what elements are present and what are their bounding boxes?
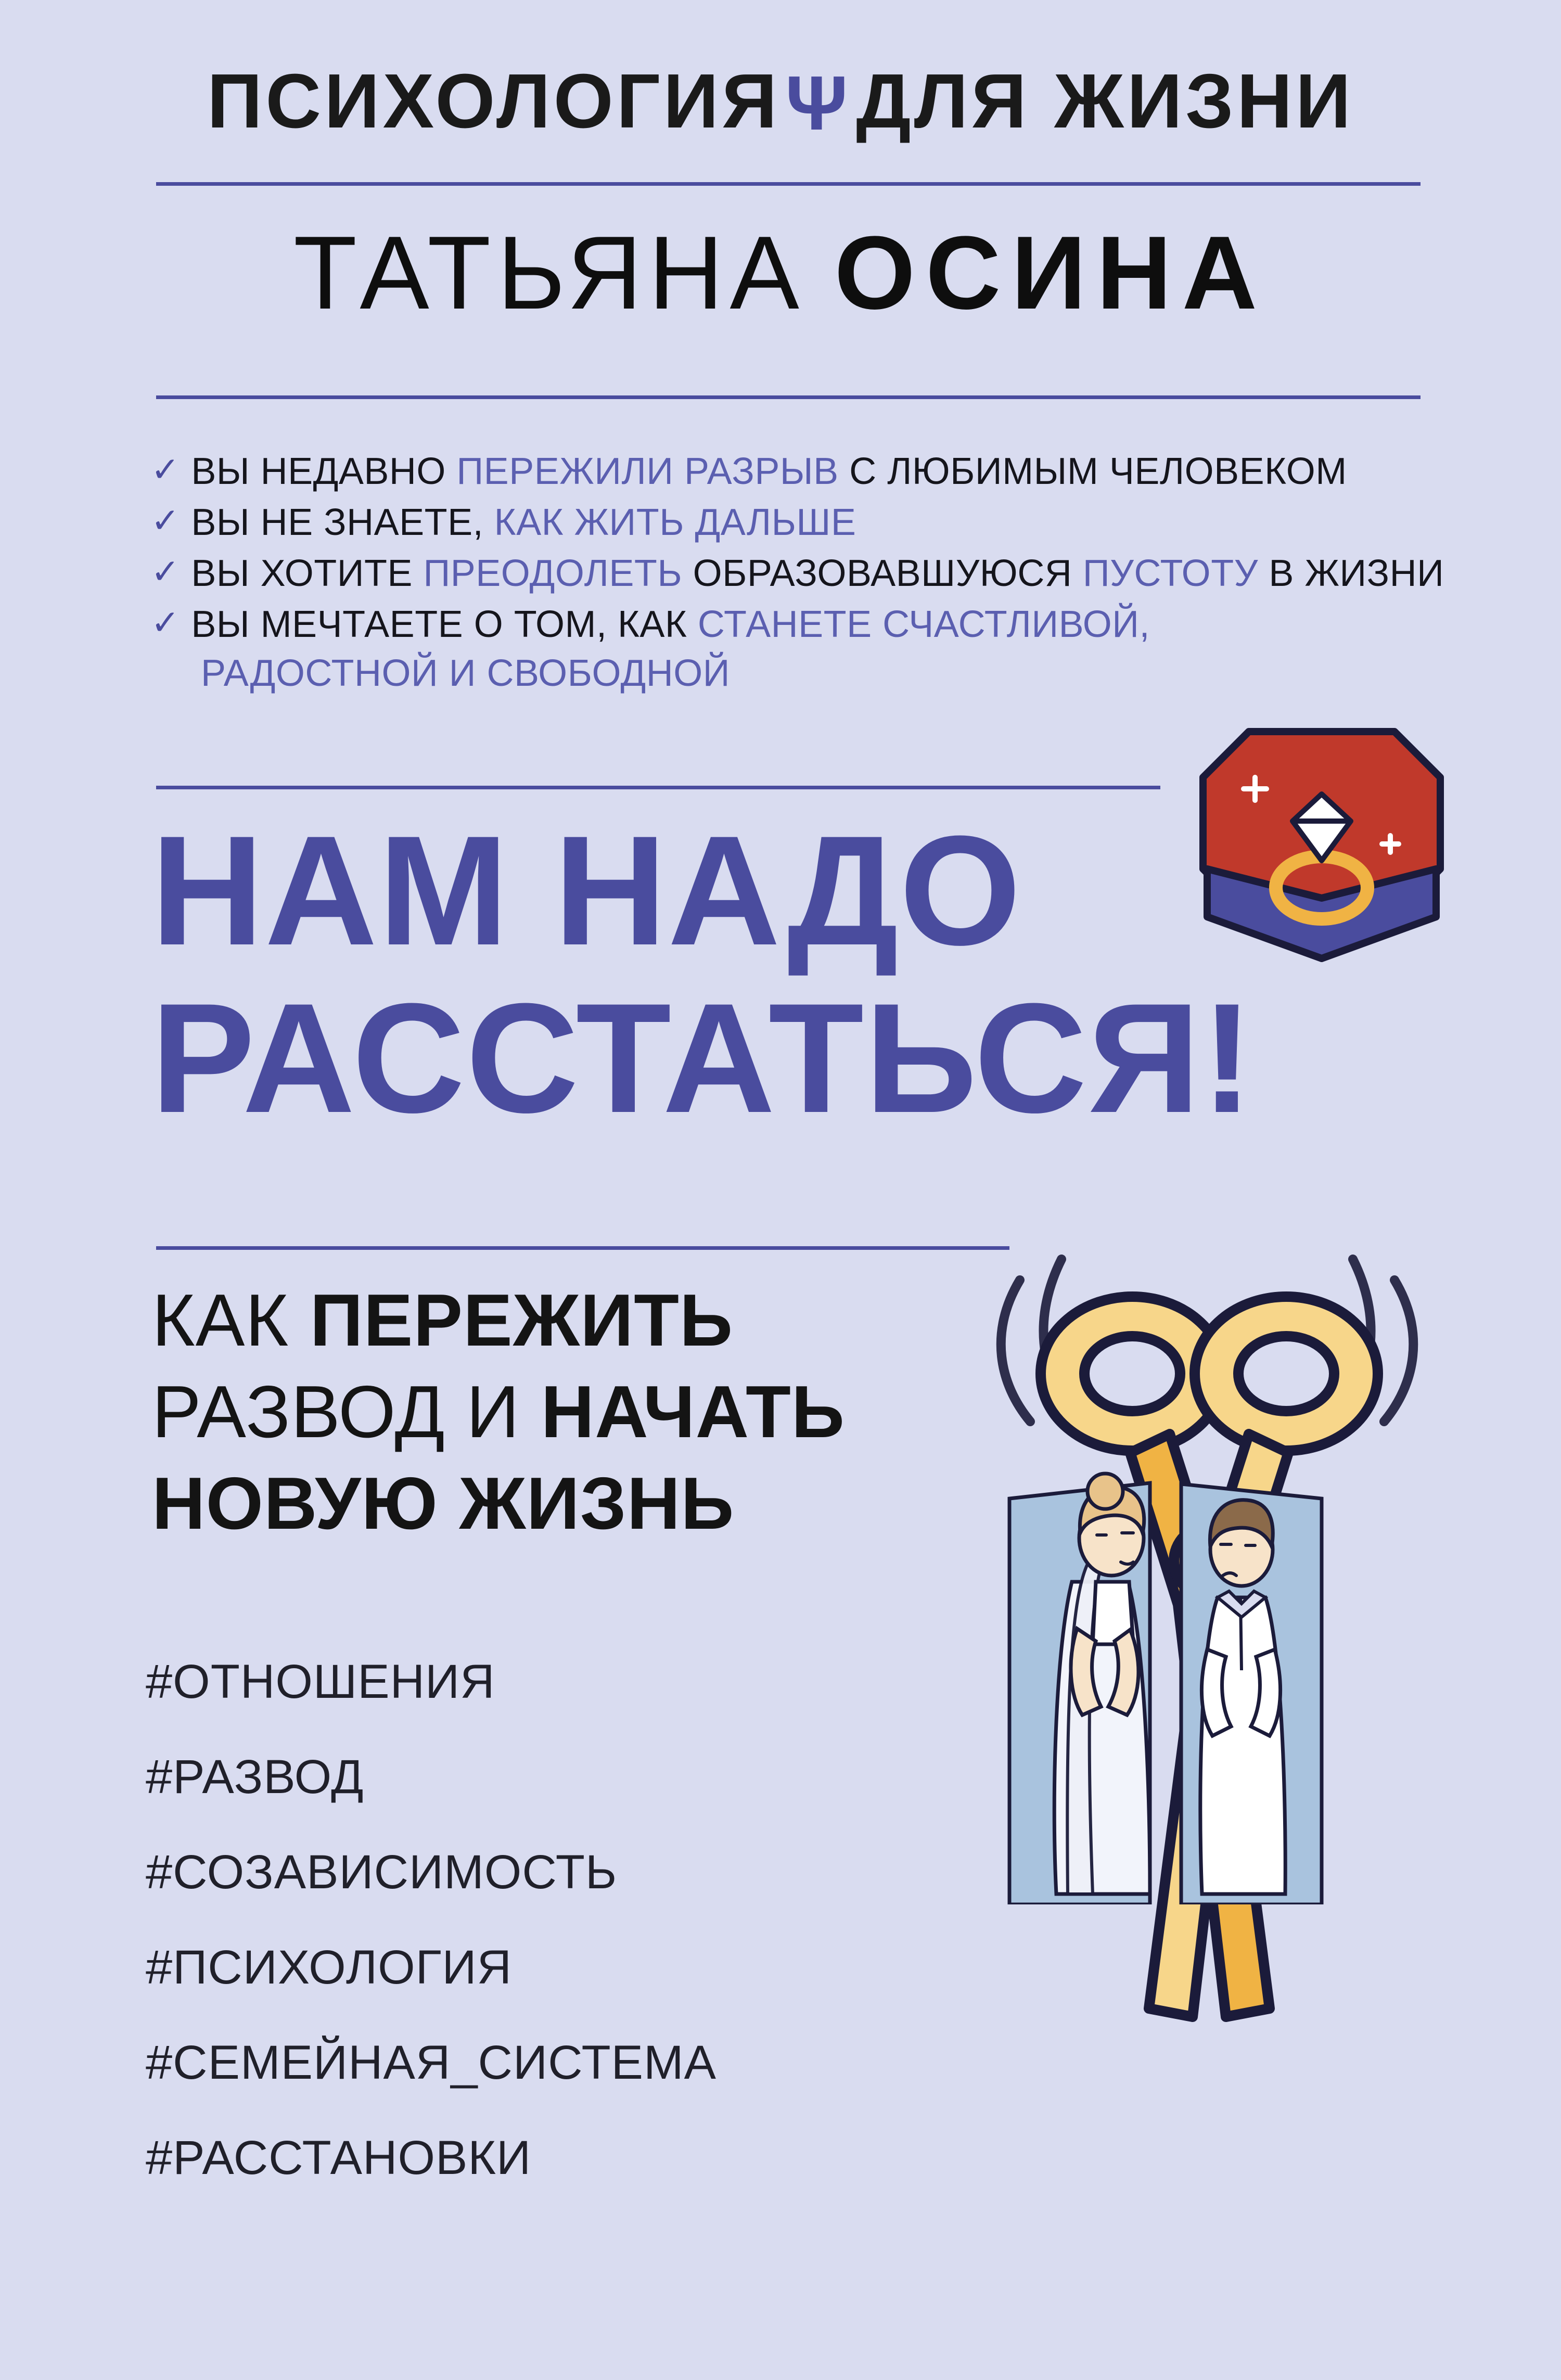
divider-title-bottom: [156, 1246, 1009, 1250]
list-item: #ПСИХОЛОГИЯ: [146, 1941, 513, 1994]
list-item: [151, 549, 1452, 597]
check-icon: ✓: [151, 501, 180, 540]
divider-author: [156, 395, 1421, 399]
bullet-segment: ВЫ НЕ ЗНАЕТЕ,: [191, 502, 494, 544]
hashtag-list: [146, 1655, 926, 2226]
title-line-2: РАССТАТЬСЯ!: [151, 970, 1255, 1145]
bullet-segment: ВЫ НЕДАВНО: [191, 451, 457, 492]
bullet-segment: ВЫ МЕЧТАЕТЕ О ТОМ, КАК: [191, 604, 698, 646]
bullet-segment-highlight: ПЕРЕЖИЛИ РАЗРЫВ: [456, 451, 839, 492]
bullet-segment: ВЫ ХОТИТЕ: [191, 553, 424, 595]
subtitle-line-1: [152, 1275, 1089, 1366]
bullet-segment-highlight: СТАНЕТЕ СЧАСТЛИВОЙ,: [697, 604, 1150, 646]
subtitle-seg: КАК: [152, 1279, 310, 1362]
subtitle-seg-bold: ПЕРЕЖИТЬ: [310, 1279, 734, 1362]
psi-plant-icon: Ψ: [785, 60, 851, 146]
author-last-name: ОСИНА: [834, 215, 1268, 331]
bullet-segment-highlight: ПРЕОДОЛЕТЬ: [423, 553, 683, 595]
series-label-left: ПСИХОЛОГИЯ: [207, 58, 780, 144]
bullet-segment-highlight: КАК ЖИТЬ ДАЛЬШЕ: [494, 502, 856, 544]
bullet-wrap-line: РАДОСТНОЙ И СВОБОДНОЙ: [201, 652, 730, 694]
bullet-segment: ОБРАЗОВАВШУЮСЯ: [682, 553, 1083, 595]
subtitle-line-3: НОВУЮ ЖИЗНЬ: [152, 1462, 735, 1545]
series-header: [0, 57, 1561, 146]
bullet-segment-highlight: ПУСТОТУ: [1082, 553, 1258, 595]
check-icon: ✓: [151, 552, 180, 591]
check-icon: ✓: [151, 450, 180, 489]
list-item: [151, 447, 1452, 495]
list-item: #СЕМЕЙНАЯ_СИСТЕМА: [146, 2036, 717, 2089]
ring-in-box-icon: [1186, 713, 1457, 983]
divider-top: [156, 182, 1421, 186]
bullet-list: [151, 447, 1452, 695]
bullet-segment: С ЛЮБИМЫМ ЧЕЛОВЕКОМ: [838, 451, 1347, 492]
series-label-right: ДЛЯ ЖИЗНИ: [856, 58, 1354, 144]
divider-title-top: [156, 786, 1160, 789]
author-first-name: ТАТЬЯНА: [293, 215, 805, 331]
check-icon: ✓: [151, 603, 180, 642]
list-item: [151, 600, 1452, 648]
bride-and-groom-illustration: [822, 1426, 1509, 2378]
title-line-1: НАМ НАДО: [151, 803, 1022, 978]
subtitle-seg: РАЗВОД И: [152, 1371, 541, 1454]
list-item: #ОТНОШЕНИЯ: [146, 1655, 495, 1708]
list-item: #РАЗВОД: [146, 1750, 364, 1803]
author-name: [0, 213, 1561, 333]
list-item: [151, 498, 1452, 546]
list-item: #РАССТАНОВКИ: [146, 2131, 532, 2184]
subtitle-seg-bold: НАЧАТЬ: [541, 1371, 845, 1454]
bullet-segment: В ЖИЗНИ: [1258, 553, 1444, 595]
list-item: #СОЗАВИСИМОСТЬ: [146, 1846, 618, 1899]
